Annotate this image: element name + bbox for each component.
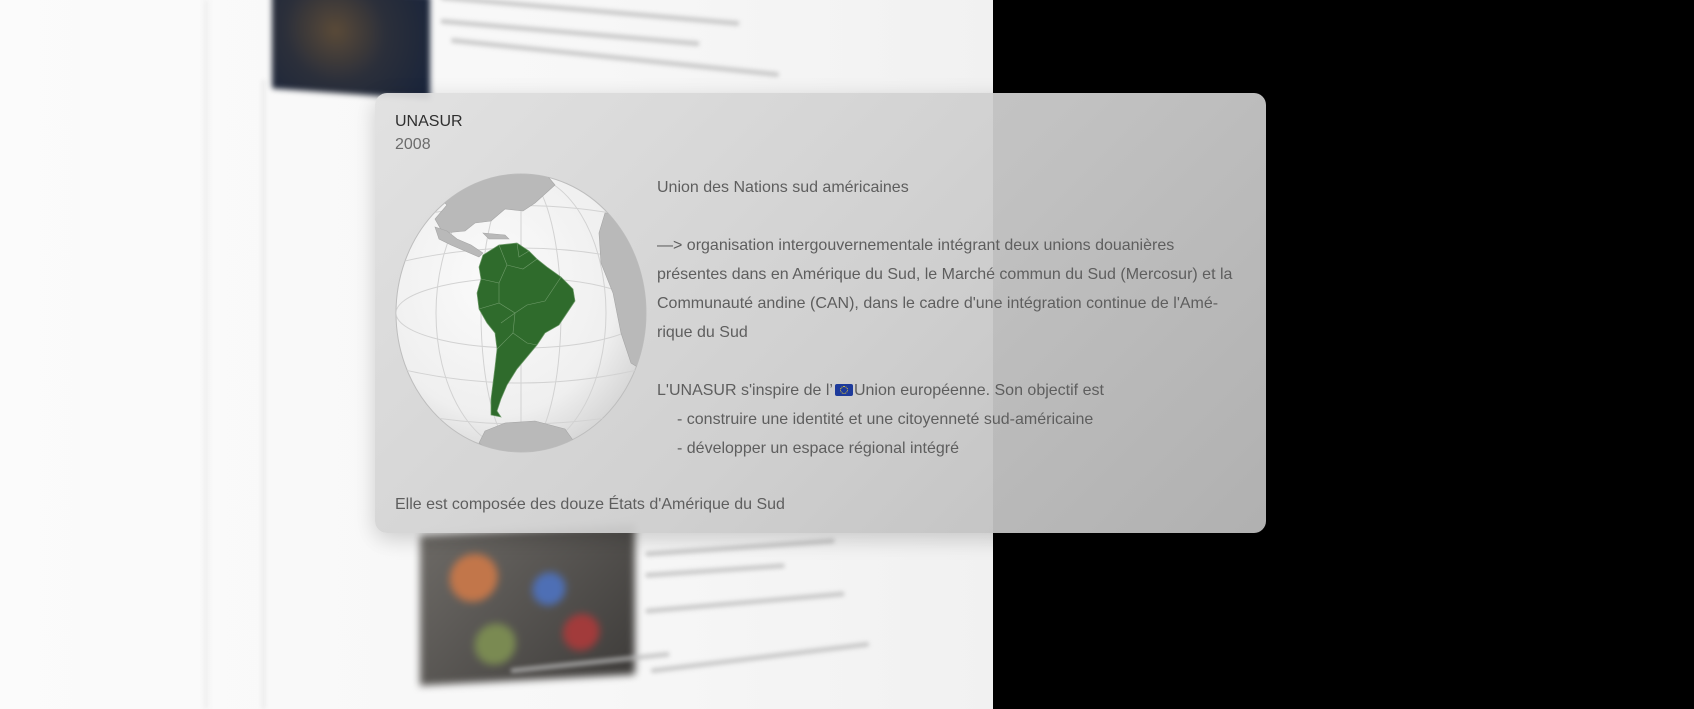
eu-flag-icon — [835, 384, 853, 396]
inspiration-suffix: Union européenne. Son objectif est — [853, 382, 1104, 399]
background-photo-top — [272, 0, 430, 100]
card-year: 2008 — [395, 136, 431, 153]
south-america-globe-map — [395, 173, 647, 455]
objective-item: - construire une identité et une citoyenneté sud-américaine — [677, 411, 1094, 428]
card-body — [657, 173, 1247, 463]
background-text-line — [645, 591, 845, 613]
objective-item: - développer un espace régional intégré — [677, 440, 959, 457]
background-text-line — [645, 563, 785, 578]
card-title: UNASUR — [395, 113, 463, 130]
background-page-edge — [204, 0, 210, 709]
background-text-line — [645, 538, 835, 556]
full-name: Union des Nations sud américaines — [657, 179, 909, 196]
background-text-line — [451, 38, 780, 77]
background-column-rule — [262, 80, 265, 709]
inspiration-prefix: L'UNASUR s'inspire de l’ — [657, 382, 833, 399]
description: —> organisation intergouvernementale intégrant deux unions douanières présentes dans en Amérique du Sud, le Marché commun du Sud (Mercosur) et la Communauté andine (CAN), dans le cadre d'une intégration continue de l'Amé-rique du Sud — [657, 237, 1233, 341]
composition-note: Elle est composée des douze États d'Amérique du Sud — [395, 496, 785, 513]
background-text-line — [651, 642, 870, 674]
unasur-info-card — [375, 93, 1266, 533]
inspiration-line — [657, 376, 1247, 405]
